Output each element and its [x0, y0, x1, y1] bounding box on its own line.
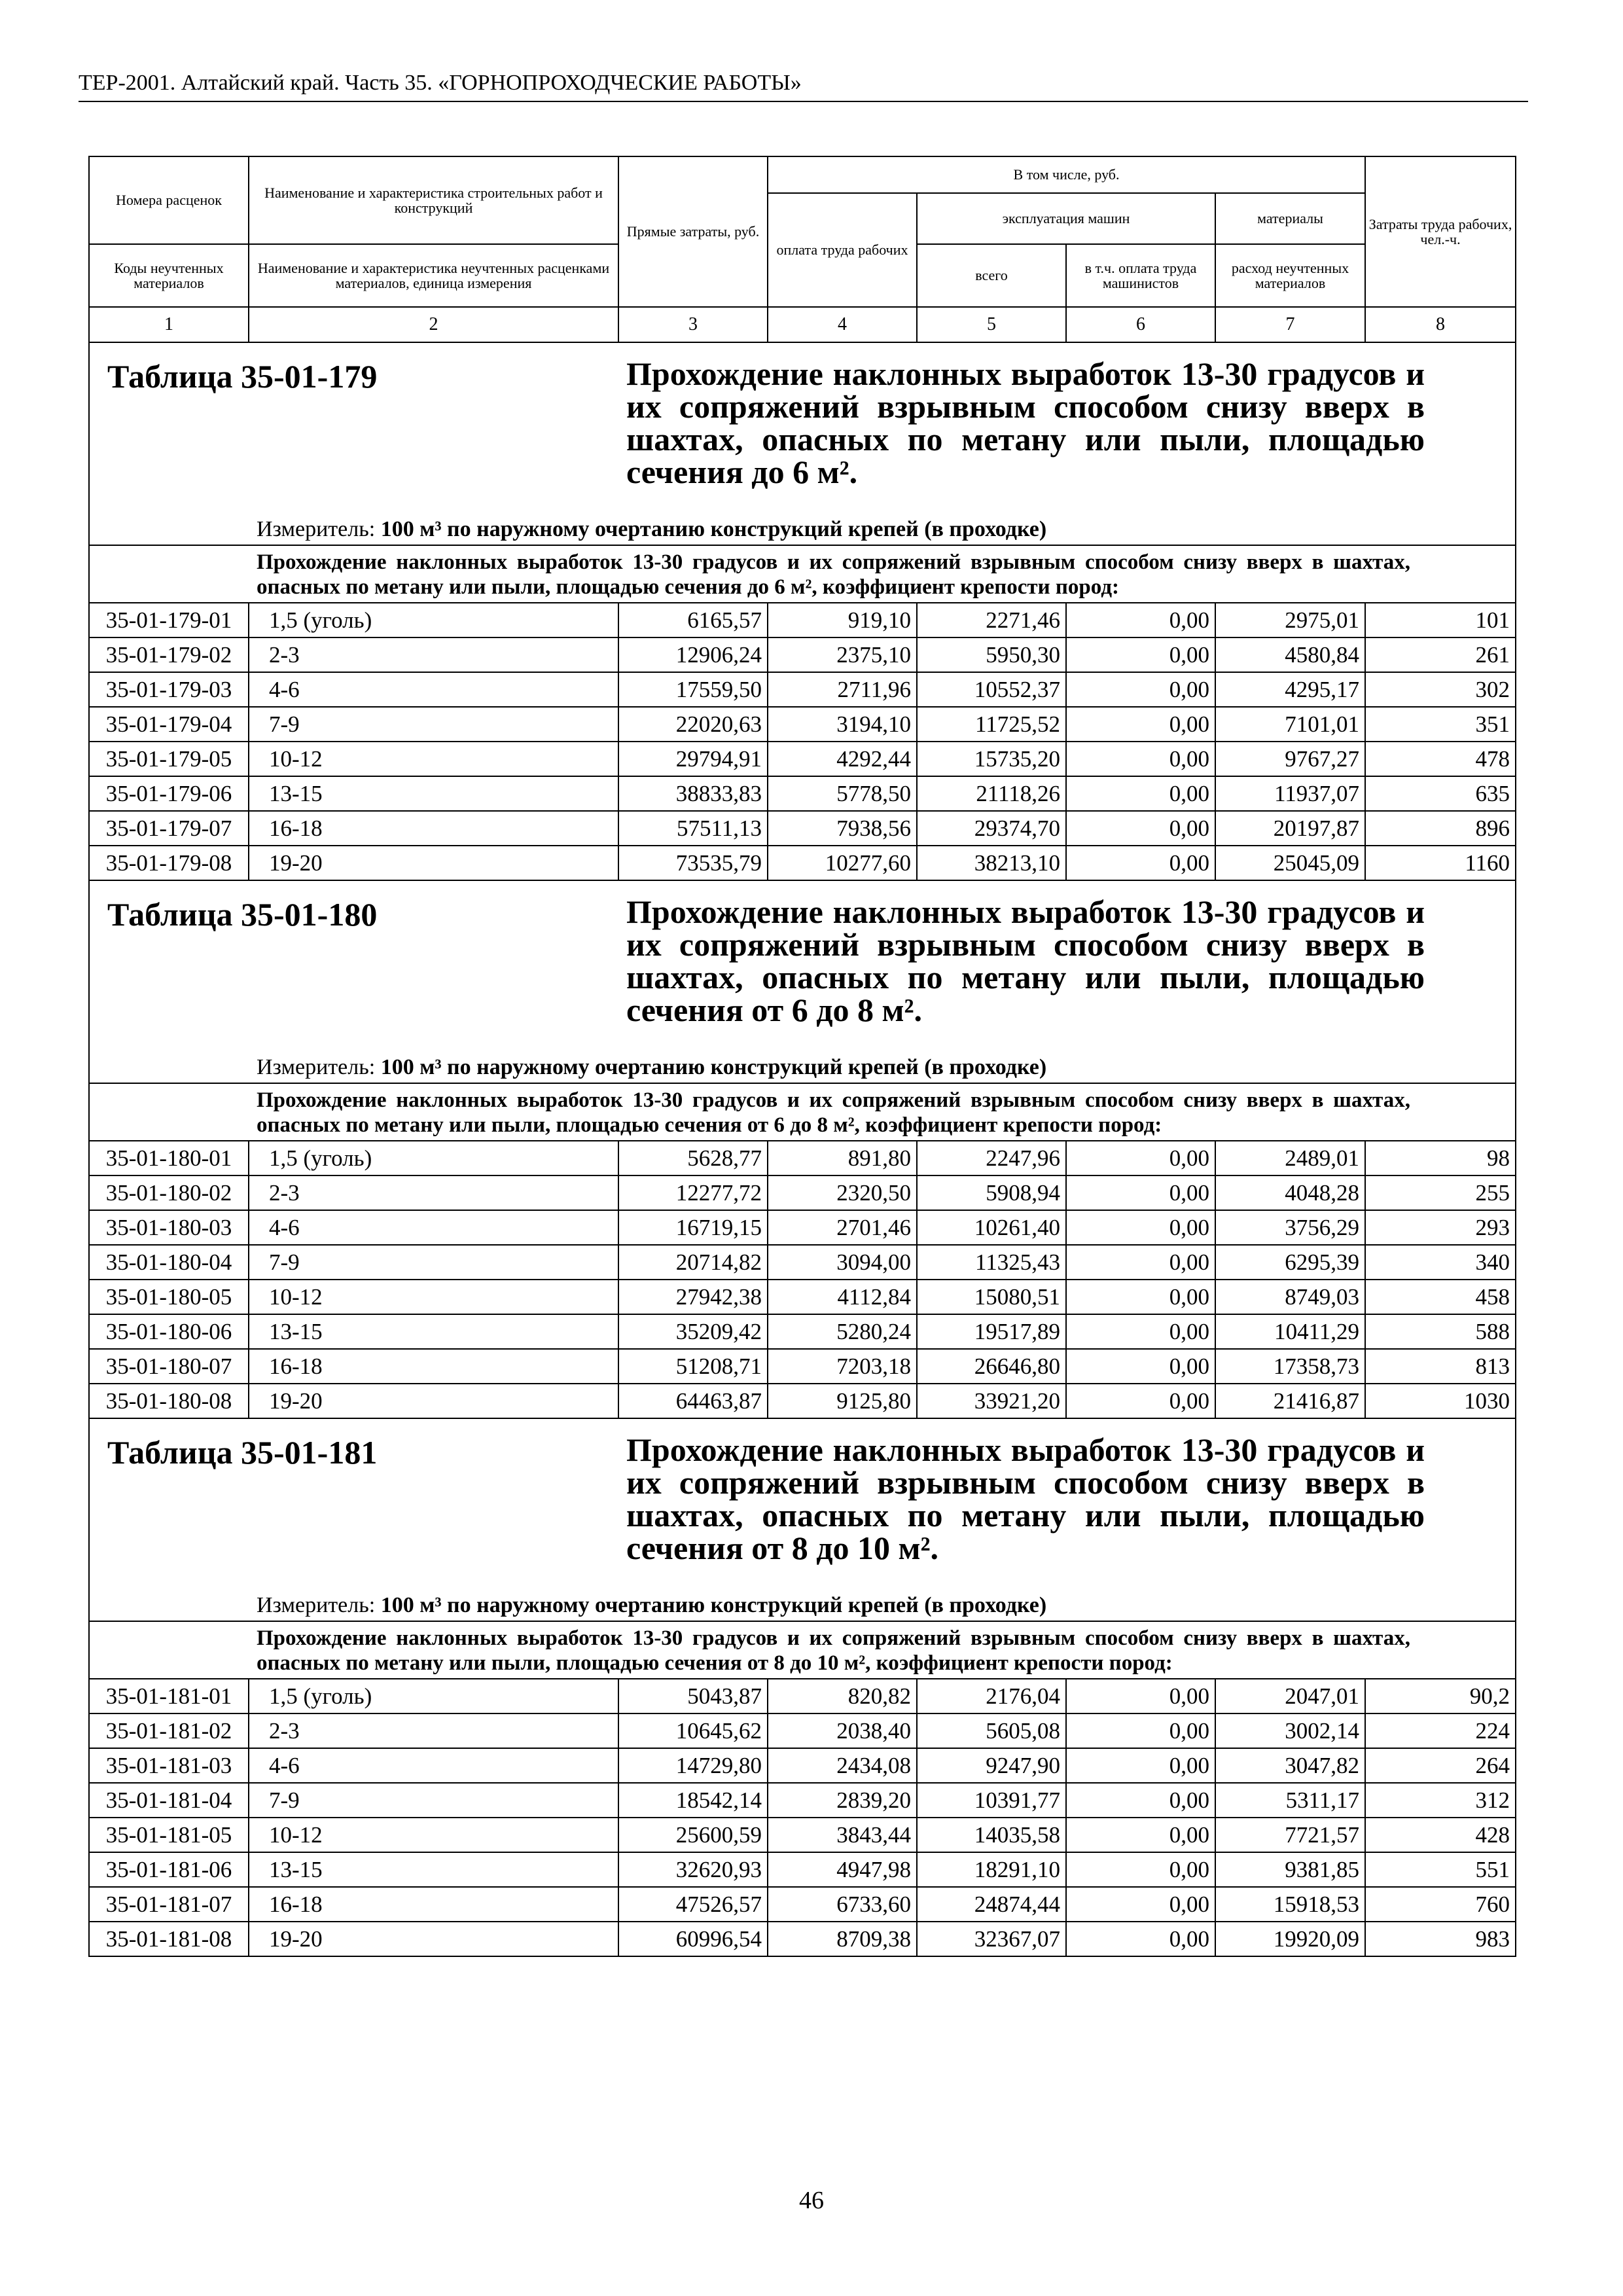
labor-pay-cell: 3094,00 [768, 1245, 917, 1280]
labor-cost-cell: 428 [1365, 1818, 1516, 1852]
table-title-block [89, 1418, 1516, 1621]
operator-pay-cell: 0,00 [1066, 1384, 1215, 1418]
labor-cost-cell: 302 [1365, 672, 1516, 707]
rate-code-cell: 35-01-179-05 [89, 742, 249, 776]
operator-pay-cell: 0,00 [1066, 637, 1215, 672]
machines-total-cell: 5908,94 [917, 1175, 1066, 1210]
header-labor-pay: оплата труда рабочих [768, 193, 917, 307]
operator-pay-cell: 0,00 [1066, 1852, 1215, 1887]
rock-hardness-cell: 16-18 [249, 1887, 618, 1922]
labor-pay-cell: 5280,24 [768, 1314, 917, 1349]
materials-unaccounted-cell: 3002,14 [1215, 1713, 1365, 1748]
column-number: 8 [1365, 307, 1516, 342]
table-row [89, 1141, 1516, 1175]
header-including: В том числе, руб. [768, 156, 1365, 193]
labor-cost-cell: 340 [1365, 1245, 1516, 1280]
header-direct-costs: Прямые затраты, руб. [618, 156, 768, 307]
direct-costs-cell: 25600,59 [618, 1818, 768, 1852]
rock-hardness-cell: 1,5 (уголь) [249, 1679, 618, 1713]
labor-cost-cell: 813 [1365, 1349, 1516, 1384]
page-header: ТЕР-2001. Алтайский край. Часть 35. «ГОРНОПРОХОДЧЕСКИЕ РАБОТЫ» [79, 71, 1528, 102]
operator-pay-cell: 0,00 [1066, 1922, 1215, 1956]
rock-hardness-cell: 1,5 (уголь) [249, 1141, 618, 1175]
direct-costs-cell: 14729,80 [618, 1748, 768, 1783]
materials-unaccounted-cell: 4295,17 [1215, 672, 1365, 707]
materials-unaccounted-cell: 25045,09 [1215, 846, 1365, 880]
materials-unaccounted-cell: 17358,73 [1215, 1349, 1365, 1384]
rate-code-cell: 35-01-180-07 [89, 1349, 249, 1384]
direct-costs-cell: 12277,72 [618, 1175, 768, 1210]
materials-unaccounted-cell: 9381,85 [1215, 1852, 1365, 1887]
labor-cost-cell: 635 [1365, 776, 1516, 811]
machines-total-cell: 18291,10 [917, 1852, 1066, 1887]
table-row [89, 672, 1516, 707]
rate-code-cell: 35-01-181-01 [89, 1679, 249, 1713]
machines-total-cell: 10552,37 [917, 672, 1066, 707]
rock-hardness-cell: 16-18 [249, 811, 618, 846]
table-row [89, 1818, 1516, 1852]
labor-cost-cell: 458 [1365, 1280, 1516, 1314]
machines-total-cell: 29374,70 [917, 811, 1066, 846]
direct-costs-cell: 22020,63 [618, 707, 768, 742]
labor-pay-cell: 891,80 [768, 1141, 917, 1175]
labor-cost-cell: 312 [1365, 1783, 1516, 1818]
labor-pay-cell: 3843,44 [768, 1818, 917, 1852]
machines-total-cell: 10391,77 [917, 1783, 1066, 1818]
materials-unaccounted-cell: 9767,27 [1215, 742, 1365, 776]
materials-unaccounted-cell: 15918,53 [1215, 1887, 1365, 1922]
table-row [89, 742, 1516, 776]
materials-unaccounted-cell: 2047,01 [1215, 1679, 1365, 1713]
table-row [89, 1679, 1516, 1713]
labor-cost-cell: 264 [1365, 1748, 1516, 1783]
table-row [89, 1280, 1516, 1314]
machines-total-cell: 24874,44 [917, 1887, 1066, 1922]
table-row [89, 707, 1516, 742]
rock-hardness-cell: 19-20 [249, 1922, 618, 1956]
header-work-name: Наименование и характеристика строительных работ и конструкций [249, 156, 618, 244]
table-row [89, 776, 1516, 811]
measure-label: Измеритель: [257, 1593, 376, 1617]
rock-hardness-cell: 1,5 (уголь) [249, 603, 618, 637]
operator-pay-cell: 0,00 [1066, 1748, 1215, 1783]
subheader: Прохождение наклонных выработок 13-30 градусов и их сопряжений взрывным способом снизу вверх в шахтах, опасных по метану или пыли, площадью сечения от 8 до 10 м², коэффициент крепости пород: [89, 1621, 1516, 1679]
rock-hardness-cell: 13-15 [249, 1852, 618, 1887]
direct-costs-cell: 5628,77 [618, 1141, 768, 1175]
table-181 [89, 1418, 1516, 1956]
rock-hardness-cell: 16-18 [249, 1349, 618, 1384]
labor-cost-cell: 1030 [1365, 1384, 1516, 1418]
table-row [89, 1852, 1516, 1887]
table-180 [89, 880, 1516, 1418]
header-machines-operator-pay: в т.ч. оплата труда машинистов [1066, 244, 1215, 307]
header-materials: материалы [1215, 193, 1365, 244]
materials-unaccounted-cell: 21416,87 [1215, 1384, 1365, 1418]
table-title-block [89, 880, 1516, 1083]
materials-unaccounted-cell: 3047,82 [1215, 1748, 1365, 1783]
table-row [89, 1922, 1516, 1956]
rate-code-cell: 35-01-181-05 [89, 1818, 249, 1852]
labor-pay-cell: 919,10 [768, 603, 917, 637]
direct-costs-cell: 17559,50 [618, 672, 768, 707]
rate-code-cell: 35-01-179-07 [89, 811, 249, 846]
column-number: 2 [249, 307, 618, 342]
measure-line [257, 1593, 1046, 1618]
rate-code-cell: 35-01-179-06 [89, 776, 249, 811]
materials-unaccounted-cell: 4048,28 [1215, 1175, 1365, 1210]
header-machines: эксплуатация машин [917, 193, 1215, 244]
materials-unaccounted-cell: 6295,39 [1215, 1245, 1365, 1280]
labor-cost-cell: 478 [1365, 742, 1516, 776]
rock-hardness-cell: 10-12 [249, 742, 618, 776]
rate-code-cell: 35-01-180-03 [89, 1210, 249, 1245]
measure-text: 100 м³ по наружному очертанию конструкций крепей (в проходке) [380, 517, 1047, 541]
measure-text: 100 м³ по наружному очертанию конструкций крепей (в проходке) [380, 1593, 1047, 1617]
operator-pay-cell: 0,00 [1066, 707, 1215, 742]
rate-code-cell: 35-01-179-01 [89, 603, 249, 637]
table-row [89, 603, 1516, 637]
rate-code-cell: 35-01-179-04 [89, 707, 249, 742]
labor-pay-cell: 820,82 [768, 1679, 917, 1713]
table-row [89, 1349, 1516, 1384]
labor-pay-cell: 3194,10 [768, 707, 917, 742]
operator-pay-cell: 0,00 [1066, 1245, 1215, 1280]
materials-unaccounted-cell: 3756,29 [1215, 1210, 1365, 1245]
direct-costs-cell: 12906,24 [618, 637, 768, 672]
rate-code-cell: 35-01-181-02 [89, 1713, 249, 1748]
operator-pay-cell: 0,00 [1066, 1141, 1215, 1175]
materials-unaccounted-cell: 5311,17 [1215, 1783, 1365, 1818]
operator-pay-cell: 0,00 [1066, 1314, 1215, 1349]
column-number: 4 [768, 307, 917, 342]
table-row [89, 637, 1516, 672]
operator-pay-cell: 0,00 [1066, 1713, 1215, 1748]
labor-pay-cell: 5778,50 [768, 776, 917, 811]
table-row [89, 1713, 1516, 1748]
direct-costs-cell: 27942,38 [618, 1280, 768, 1314]
operator-pay-cell: 0,00 [1066, 776, 1215, 811]
operator-pay-cell: 0,00 [1066, 1679, 1215, 1713]
direct-costs-cell: 16719,15 [618, 1210, 768, 1245]
labor-pay-cell: 10277,60 [768, 846, 917, 880]
machines-total-cell: 10261,40 [917, 1210, 1066, 1245]
header-machines-total: всего [917, 244, 1066, 307]
machines-total-cell: 21118,26 [917, 776, 1066, 811]
machines-total-cell: 38213,10 [917, 846, 1066, 880]
table-title: Прохождение наклонных выработок 13-30 градусов и их сопряжений взрывным способом снизу вверх в шахтах, опасных по метану или пыли, площадью сечения от 8 до 10 м². [626, 1431, 1425, 1566]
operator-pay-cell: 0,00 [1066, 603, 1215, 637]
header-rate-numbers: Номера расценок [89, 156, 249, 244]
header-unaccounted-codes: Коды неучтенных материалов [89, 244, 249, 307]
column-number: 3 [618, 307, 768, 342]
rock-hardness-cell: 7-9 [249, 707, 618, 742]
materials-unaccounted-cell: 20197,87 [1215, 811, 1365, 846]
column-number: 1 [89, 307, 249, 342]
labor-cost-cell: 760 [1365, 1887, 1516, 1922]
table-header [89, 156, 1516, 342]
subheader: Прохождение наклонных выработок 13-30 градусов и их сопряжений взрывным способом снизу вверх в шахтах, опасных по метану или пыли, площадью сечения до 6 м², коэффициент крепости пород: [89, 545, 1516, 603]
subheader: Прохождение наклонных выработок 13-30 градусов и их сопряжений взрывным способом снизу вверх в шахтах, опасных по метану или пыли, площадью сечения от 6 до 8 м², коэффициент крепости пород: [89, 1083, 1516, 1141]
table-title-block [89, 342, 1516, 545]
labor-pay-cell: 6733,60 [768, 1887, 917, 1922]
page-number: 46 [799, 2187, 824, 2214]
table-row [89, 1887, 1516, 1922]
materials-unaccounted-cell: 10411,29 [1215, 1314, 1365, 1349]
direct-costs-cell: 32620,93 [618, 1852, 768, 1887]
machines-total-cell: 15080,51 [917, 1280, 1066, 1314]
labor-cost-cell: 551 [1365, 1852, 1516, 1887]
materials-unaccounted-cell: 8749,03 [1215, 1280, 1365, 1314]
direct-costs-cell: 10645,62 [618, 1713, 768, 1748]
table-title: Прохождение наклонных выработок 13-30 градусов и их сопряжений взрывным способом снизу вверх в шахтах, опасных по метану или пыли, площадью сечения от 6 до 8 м². [626, 893, 1425, 1028]
header-labor-cost: Затраты труда рабочих, чел.-ч. [1365, 156, 1516, 307]
table-name: Таблица 35-01-181 [107, 1434, 378, 1471]
labor-cost-cell: 261 [1365, 637, 1516, 672]
operator-pay-cell: 0,00 [1066, 742, 1215, 776]
labor-cost-cell: 98 [1365, 1141, 1516, 1175]
labor-pay-cell: 8709,38 [768, 1922, 917, 1956]
rates-table [88, 156, 1516, 1957]
rate-code-cell: 35-01-180-04 [89, 1245, 249, 1280]
labor-cost-cell: 224 [1365, 1713, 1516, 1748]
labor-pay-cell: 4947,98 [768, 1852, 917, 1887]
rock-hardness-cell: 2-3 [249, 637, 618, 672]
rock-hardness-cell: 4-6 [249, 1748, 618, 1783]
header-unaccounted-name: Наименование и характеристика неучтенных расценками материалов, единица измерения [249, 244, 618, 307]
measure-label: Измеритель: [257, 1055, 376, 1079]
machines-total-cell: 15735,20 [917, 742, 1066, 776]
rock-hardness-cell: 2-3 [249, 1175, 618, 1210]
rate-code-cell: 35-01-181-07 [89, 1887, 249, 1922]
labor-pay-cell: 2038,40 [768, 1713, 917, 1748]
machines-total-cell: 19517,89 [917, 1314, 1066, 1349]
direct-costs-cell: 51208,71 [618, 1349, 768, 1384]
header-materials-unaccounted: расход неучтенных материалов [1215, 244, 1365, 307]
machines-total-cell: 14035,58 [917, 1818, 1066, 1852]
table-179 [89, 342, 1516, 880]
direct-costs-cell: 5043,87 [618, 1679, 768, 1713]
table-name: Таблица 35-01-179 [107, 358, 378, 395]
table-row [89, 846, 1516, 880]
table-row [89, 1175, 1516, 1210]
operator-pay-cell: 0,00 [1066, 1175, 1215, 1210]
operator-pay-cell: 0,00 [1066, 1783, 1215, 1818]
rate-code-cell: 35-01-180-08 [89, 1384, 249, 1418]
labor-cost-cell: 1160 [1365, 846, 1516, 880]
labor-pay-cell: 4112,84 [768, 1280, 917, 1314]
rate-code-cell: 35-01-180-05 [89, 1280, 249, 1314]
rate-code-cell: 35-01-180-02 [89, 1175, 249, 1210]
direct-costs-cell: 6165,57 [618, 603, 768, 637]
table-row [89, 1783, 1516, 1818]
rock-hardness-cell: 7-9 [249, 1245, 618, 1280]
operator-pay-cell: 0,00 [1066, 1280, 1215, 1314]
labor-pay-cell: 2320,50 [768, 1175, 917, 1210]
table-row [89, 1384, 1516, 1418]
labor-cost-cell: 293 [1365, 1210, 1516, 1245]
table-title: Прохождение наклонных выработок 13-30 градусов и их сопряжений взрывным способом снизу вверх в шахтах, опасных по метану или пыли, площадью сечения до 6 м². [626, 355, 1425, 490]
operator-pay-cell: 0,00 [1066, 846, 1215, 880]
labor-cost-cell: 983 [1365, 1922, 1516, 1956]
column-number: 7 [1215, 307, 1365, 342]
direct-costs-cell: 35209,42 [618, 1314, 768, 1349]
rate-code-cell: 35-01-181-03 [89, 1748, 249, 1783]
machines-total-cell: 26646,80 [917, 1349, 1066, 1384]
measure-line [257, 1055, 1046, 1080]
direct-costs-cell: 47526,57 [618, 1887, 768, 1922]
rock-hardness-cell: 4-6 [249, 672, 618, 707]
rock-hardness-cell: 10-12 [249, 1280, 618, 1314]
direct-costs-cell: 38833,83 [618, 776, 768, 811]
materials-unaccounted-cell: 7721,57 [1215, 1818, 1365, 1852]
operator-pay-cell: 0,00 [1066, 672, 1215, 707]
column-number: 6 [1066, 307, 1215, 342]
materials-unaccounted-cell: 2975,01 [1215, 603, 1365, 637]
direct-costs-cell: 29794,91 [618, 742, 768, 776]
rate-code-cell: 35-01-180-01 [89, 1141, 249, 1175]
direct-costs-cell: 60996,54 [618, 1922, 768, 1956]
materials-unaccounted-cell: 11937,07 [1215, 776, 1365, 811]
direct-costs-cell: 64463,87 [618, 1384, 768, 1418]
labor-cost-cell: 351 [1365, 707, 1516, 742]
operator-pay-cell: 0,00 [1066, 1349, 1215, 1384]
table-row [89, 1314, 1516, 1349]
labor-pay-cell: 2711,96 [768, 672, 917, 707]
operator-pay-cell: 0,00 [1066, 1887, 1215, 1922]
operator-pay-cell: 0,00 [1066, 811, 1215, 846]
machines-total-cell: 5605,08 [917, 1713, 1066, 1748]
rate-code-cell: 35-01-181-08 [89, 1922, 249, 1956]
machines-total-cell: 32367,07 [917, 1922, 1066, 1956]
rate-code-cell: 35-01-181-04 [89, 1783, 249, 1818]
measure-label: Измеритель: [257, 517, 376, 541]
table-row [89, 1210, 1516, 1245]
machines-total-cell: 11725,52 [917, 707, 1066, 742]
rate-code-cell: 35-01-180-06 [89, 1314, 249, 1349]
machines-total-cell: 33921,20 [917, 1384, 1066, 1418]
direct-costs-cell: 18542,14 [618, 1783, 768, 1818]
rock-hardness-cell: 10-12 [249, 1818, 618, 1852]
table-row [89, 1245, 1516, 1280]
operator-pay-cell: 0,00 [1066, 1210, 1215, 1245]
table-name: Таблица 35-01-180 [107, 896, 378, 933]
direct-costs-cell: 20714,82 [618, 1245, 768, 1280]
measure-text: 100 м³ по наружному очертанию конструкций крепей (в проходке) [380, 1055, 1047, 1079]
labor-pay-cell: 9125,80 [768, 1384, 917, 1418]
rock-hardness-cell: 2-3 [249, 1713, 618, 1748]
machines-total-cell: 2271,46 [917, 603, 1066, 637]
rock-hardness-cell: 7-9 [249, 1783, 618, 1818]
labor-cost-cell: 896 [1365, 811, 1516, 846]
labor-pay-cell: 2701,46 [768, 1210, 917, 1245]
materials-unaccounted-cell: 19920,09 [1215, 1922, 1365, 1956]
labor-cost-cell: 90,2 [1365, 1679, 1516, 1713]
direct-costs-cell: 73535,79 [618, 846, 768, 880]
table-row [89, 811, 1516, 846]
machines-total-cell: 2176,04 [917, 1679, 1066, 1713]
labor-cost-cell: 101 [1365, 603, 1516, 637]
labor-pay-cell: 4292,44 [768, 742, 917, 776]
rate-code-cell: 35-01-179-08 [89, 846, 249, 880]
direct-costs-cell: 57511,13 [618, 811, 768, 846]
rock-hardness-cell: 4-6 [249, 1210, 618, 1245]
machines-total-cell: 11325,43 [917, 1245, 1066, 1280]
rock-hardness-cell: 13-15 [249, 776, 618, 811]
materials-unaccounted-cell: 4580,84 [1215, 637, 1365, 672]
materials-unaccounted-cell: 7101,01 [1215, 707, 1365, 742]
measure-line [257, 517, 1046, 542]
labor-pay-cell: 7938,56 [768, 811, 917, 846]
labor-pay-cell: 2434,08 [768, 1748, 917, 1783]
labor-pay-cell: 2375,10 [768, 637, 917, 672]
rate-code-cell: 35-01-179-02 [89, 637, 249, 672]
rock-hardness-cell: 19-20 [249, 846, 618, 880]
column-number: 5 [917, 307, 1066, 342]
labor-cost-cell: 588 [1365, 1314, 1516, 1349]
rock-hardness-cell: 13-15 [249, 1314, 618, 1349]
labor-pay-cell: 2839,20 [768, 1783, 917, 1818]
rate-code-cell: 35-01-179-03 [89, 672, 249, 707]
machines-total-cell: 5950,30 [917, 637, 1066, 672]
rate-code-cell: 35-01-181-06 [89, 1852, 249, 1887]
labor-pay-cell: 7203,18 [768, 1349, 917, 1384]
machines-total-cell: 2247,96 [917, 1141, 1066, 1175]
machines-total-cell: 9247,90 [917, 1748, 1066, 1783]
operator-pay-cell: 0,00 [1066, 1818, 1215, 1852]
table-row [89, 1748, 1516, 1783]
rock-hardness-cell: 19-20 [249, 1384, 618, 1418]
materials-unaccounted-cell: 2489,01 [1215, 1141, 1365, 1175]
labor-cost-cell: 255 [1365, 1175, 1516, 1210]
